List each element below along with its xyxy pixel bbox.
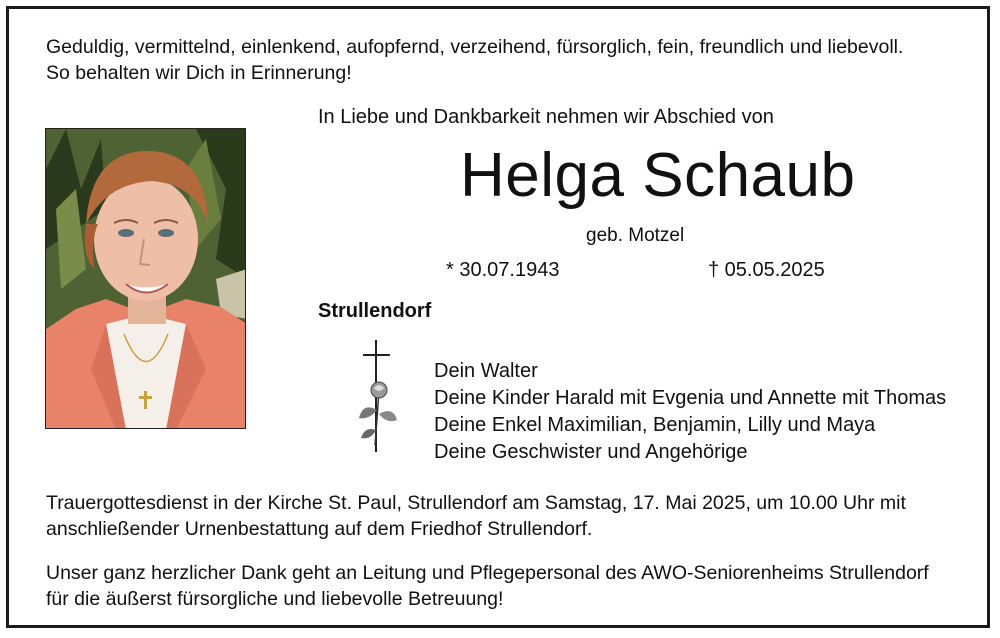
mourner-line: Dein Walter — [434, 360, 538, 382]
mourner-line: Deine Kinder Harald mit Evgenia und Annette mit Thomas — [434, 387, 947, 409]
intro-line-2: So behalten wir Dich in Erinnerung! — [46, 62, 352, 84]
thanks-line-1: Unser ganz herzlicher Dank geht an Leitung und Pflegepersonal des AWO-Seniorenheims Strullendorf — [46, 562, 929, 584]
service-info — [46, 490, 906, 542]
service-line-1: Trauergottesdienst in der Kirche St. Paul, Strullendorf am Samstag, 17. Mai 2025, um 10.00 Uhr mit — [46, 492, 906, 514]
thanks-note — [46, 560, 929, 612]
maiden-name: geb. Motzel — [586, 225, 685, 246]
birth-date: * 30.07.1943 — [446, 259, 560, 281]
mourners-list — [434, 358, 946, 466]
intro-line-1: Geduldig, vermittelnd, einlenkend, aufopfernd, verzeihend, fürsorglich, fein, freundlich und liebevoll. — [46, 36, 904, 58]
farewell-heading: In Liebe und Dankbarkeit nehmen wir Abschied von — [318, 106, 774, 128]
mourner-line: Deine Geschwister und Angehörige — [434, 441, 748, 463]
cross-and-rose-icon — [355, 340, 401, 458]
portrait-image — [46, 129, 246, 429]
portrait-photo — [45, 128, 246, 429]
mourner-line: Deine Enkel Maximilian, Benjamin, Lilly und Maya — [434, 414, 876, 436]
service-line-2: anschließender Urnenbestattung auf dem Friedhof Strullendorf. — [46, 518, 593, 540]
intro-text — [46, 34, 903, 86]
hometown: Strullendorf — [318, 300, 432, 322]
thanks-line-2: für die äußerst fürsorgliche und liebevolle Betreuung! — [46, 588, 504, 610]
death-date: † 05.05.2025 — [708, 259, 825, 281]
deceased-name: Helga Schaub — [460, 141, 856, 210]
